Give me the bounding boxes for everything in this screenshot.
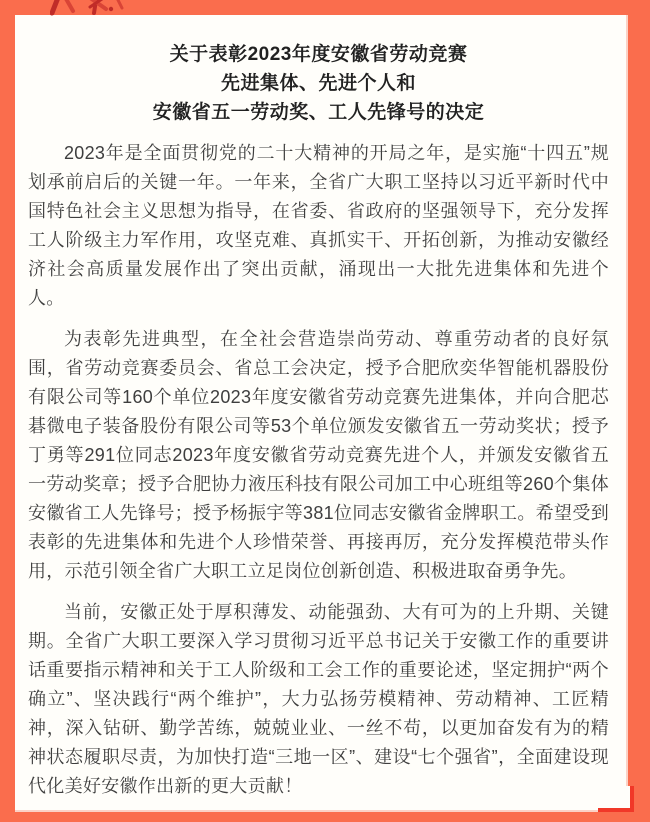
document-title-line-1: 关于表彰2023年度安徽省劳动竞赛: [169, 44, 468, 65]
document-body: [28, 139, 609, 801]
document-title-line-3: 安徽省五一劳动奖、工人先锋号的决定: [152, 102, 485, 123]
document-title: [28, 40, 609, 127]
corner-accent: [598, 786, 634, 812]
confetti-decoration-icon: [50, 0, 140, 16]
document-card: [15, 15, 628, 812]
paragraph-call-to-action: 当前，安徽正处于厚积薄发、动能强劲、大有可为的上升期、关键期。全省广大职工要深入学习贯彻习近平总书记关于安徽工作的重要讲话重要指示精神和关于工人阶级和工会工作的重要论述，坚定拥护“两个确立”、坚决践行“两个维护”，大力弘扬劳模精神、劳动精神、工匠精神，深入钻研、勤学苦练，兢兢业业、一丝不苟，以更加奋发有为的精神状态履职尽责，为加快打造“三地一区”、建设“七个强省”，全面建设现代化美好安徽作出新的更大贡献！: [28, 602, 609, 796]
paragraph-commendations: 为表彰先进典型，在全社会营造崇尚劳动、尊重劳动者的良好氛围，省劳动竞赛委员会、省总工会决定，授予合肥欣奕华智能机器股份有限公司等160个单位2023年度安徽省劳动竞赛先进集体，并向合肥芯碁微电子装备股份有限公司等53个单位颁发安徽省五一劳动奖状；授予丁勇等291位同志2023年度安徽省劳动竞赛先进个人，并颁发安徽省五一劳动奖章；授予合肥协力液压科技有限公司加工中心班组等260个集体安徽省工人先锋号；授予杨振宇等381位同志安徽省金牌职工。希望受到表彰的先进集体和先进个人珍惜荣誉、再接再厉，充分发挥模范带头作用，示范引领全省广大职工立足岗位创新创造、积极进取奋勇争先。: [28, 329, 609, 581]
document-title-line-2: 先进集体、先进个人和: [220, 73, 416, 94]
paragraph-intro: 2023年是全面贯彻党的二十大精神的开局之年，是实施“十四五”规划承前启后的关键一年。一年来，全省广大职工坚持以习近平新时代中国特色社会主义思想为指导，在省委、省政府的坚强领导下，充分发挥工人阶级主力军作用，攻坚克难、真抓实干、开拓创新，为推动安徽经济社会高质量发展作出了突出贡献，涌现出一大批先进集体和先进个人。: [28, 143, 609, 308]
